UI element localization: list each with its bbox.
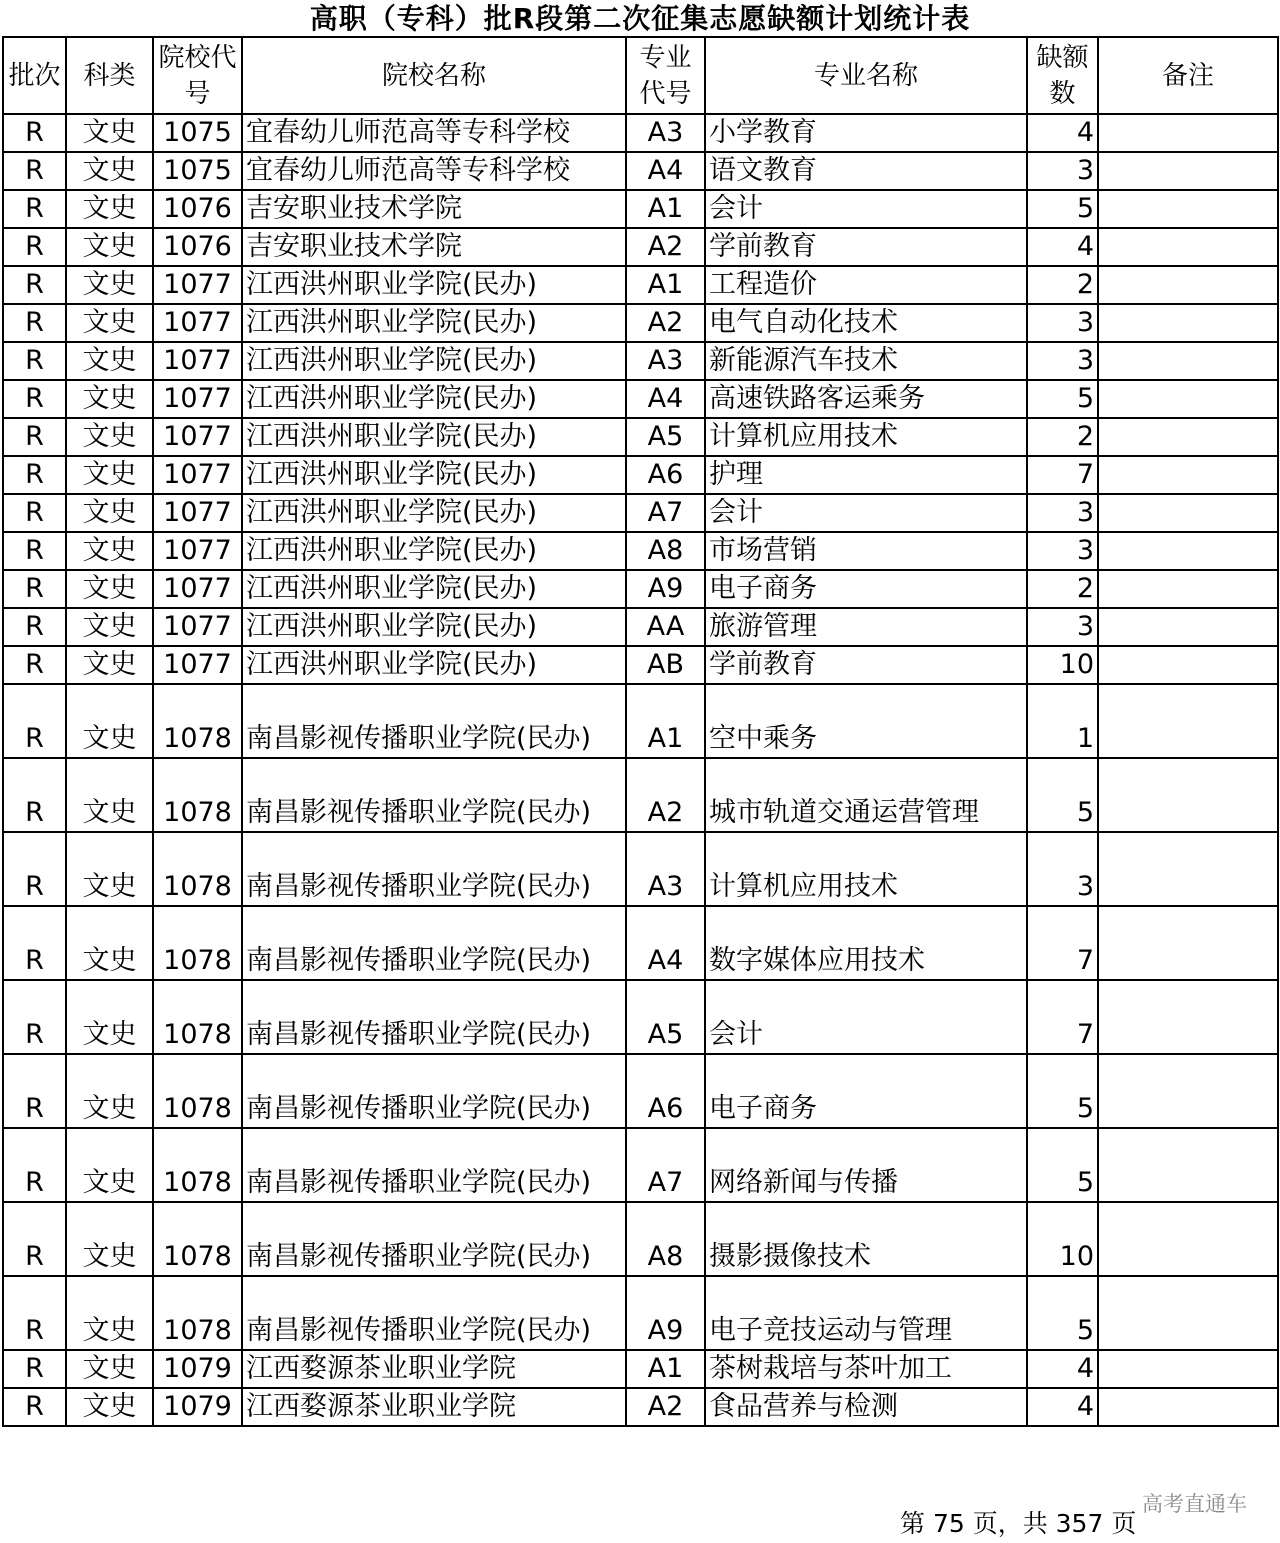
cell-school-code: 1078 [153,1276,242,1350]
cell-major-code: AA [626,608,705,646]
cell-school-name: 江西洪州职业学院(民办) [242,266,626,304]
cell-school-name: 江西洪州职业学院(民办) [242,418,626,456]
cell-vacancies: 4 [1027,1350,1098,1388]
cell-school-code: 1078 [153,684,242,758]
cell-school-name: 南昌影视传播职业学院(民办) [242,684,626,758]
cell-major-code: A8 [626,1202,705,1276]
table-row [3,190,1278,228]
cell-vacancies: 2 [1027,418,1098,456]
cell-vacancies: 4 [1027,114,1098,152]
cell-school-name: 吉安职业技术学院 [242,228,626,266]
cell-batch: R [3,1128,66,1202]
cell-school-name: 南昌影视传播职业学院(民办) [242,1276,626,1350]
cell-school-name: 南昌影视传播职业学院(民办) [242,1202,626,1276]
cell-remarks [1098,1350,1278,1388]
cell-school-code: 1078 [153,758,242,832]
cell-category: 文史 [66,1202,153,1276]
page-number: 第 75 页，共 357 页 [900,1509,1137,1538]
header-row [3,37,1278,114]
cell-major-name: 空中乘务 [705,684,1027,758]
cell-major-name: 会计 [705,980,1027,1054]
cell-category: 文史 [66,1054,153,1128]
cell-remarks [1098,266,1278,304]
cell-batch: R [3,608,66,646]
cell-batch: R [3,1054,66,1128]
cell-school-code: 1078 [153,1054,242,1128]
cell-school-code: 1077 [153,266,242,304]
cell-batch: R [3,906,66,980]
cell-school-code: 1077 [153,342,242,380]
cell-school-code: 1078 [153,832,242,906]
cell-vacancies: 5 [1027,190,1098,228]
table-row [3,684,1278,758]
cell-category: 文史 [66,1128,153,1202]
table-row [3,980,1278,1054]
cell-major-name: 语文教育 [705,152,1027,190]
cell-batch: R [3,1388,66,1426]
cell-major-code: A3 [626,342,705,380]
cell-vacancies: 5 [1027,1054,1098,1128]
header-major-name: 专业名称 [705,37,1027,114]
cell-category: 文史 [66,456,153,494]
cell-category: 文史 [66,646,153,684]
cell-major-name: 计算机应用技术 [705,832,1027,906]
cell-school-code: 1077 [153,304,242,342]
cell-major-name: 旅游管理 [705,608,1027,646]
cell-school-name: 江西洪州职业学院(民办) [242,380,626,418]
cell-remarks [1098,228,1278,266]
cell-batch: R [3,114,66,152]
cell-major-code: A2 [626,1388,705,1426]
cell-remarks [1098,114,1278,152]
cell-category: 文史 [66,1388,153,1426]
cell-category: 文史 [66,304,153,342]
cell-category: 文史 [66,190,153,228]
cell-remarks [1098,980,1278,1054]
cell-school-name: 江西洪州职业学院(民办) [242,532,626,570]
table-row [3,342,1278,380]
cell-category: 文史 [66,494,153,532]
vacancy-table [2,36,1279,1427]
cell-major-code: A3 [626,114,705,152]
cell-major-name: 学前教育 [705,646,1027,684]
cell-remarks [1098,380,1278,418]
cell-major-code: A4 [626,380,705,418]
table-row [3,380,1278,418]
cell-remarks [1098,570,1278,608]
cell-school-code: 1078 [153,906,242,980]
cell-major-code: A6 [626,456,705,494]
table-row [3,532,1278,570]
table-row [3,1276,1278,1350]
cell-major-name: 小学教育 [705,114,1027,152]
table-row [3,1128,1278,1202]
cell-school-name: 南昌影视传播职业学院(民办) [242,980,626,1054]
cell-vacancies: 3 [1027,832,1098,906]
cell-school-name: 宜春幼儿师范高等专科学校 [242,114,626,152]
table-row [3,608,1278,646]
cell-major-code: A9 [626,1276,705,1350]
cell-school-code: 1077 [153,532,242,570]
cell-major-name: 学前教育 [705,228,1027,266]
cell-category: 文史 [66,1350,153,1388]
header-major-code: 专业代号 [626,37,705,114]
cell-school-code: 1077 [153,380,242,418]
table-row [3,114,1278,152]
table-row [3,646,1278,684]
cell-remarks [1098,646,1278,684]
cell-school-code: 1078 [153,1202,242,1276]
cell-remarks [1098,684,1278,758]
cell-vacancies: 10 [1027,646,1098,684]
cell-category: 文史 [66,380,153,418]
cell-category: 文史 [66,228,153,266]
cell-major-name: 电子竞技运动与管理 [705,1276,1027,1350]
cell-school-code: 1079 [153,1388,242,1426]
cell-major-name: 市场营销 [705,532,1027,570]
cell-major-name: 会计 [705,494,1027,532]
cell-major-code: A4 [626,152,705,190]
table-row [3,1388,1278,1426]
cell-vacancies: 5 [1027,380,1098,418]
cell-school-code: 1077 [153,418,242,456]
table-row [3,418,1278,456]
cell-school-name: 江西洪州职业学院(民办) [242,608,626,646]
cell-major-name: 数字媒体应用技术 [705,906,1027,980]
cell-school-name: 江西洪州职业学院(民办) [242,646,626,684]
cell-batch: R [3,532,66,570]
cell-major-code: A5 [626,418,705,456]
cell-major-name: 城市轨道交通运营管理 [705,758,1027,832]
cell-category: 文史 [66,906,153,980]
cell-major-name: 电子商务 [705,570,1027,608]
cell-batch: R [3,570,66,608]
table-body [3,114,1278,1426]
cell-vacancies: 5 [1027,1128,1098,1202]
table-title: 高职（专科）批R段第二次征集志愿缺额计划统计表 [309,2,971,35]
cell-remarks [1098,758,1278,832]
cell-major-name: 电子商务 [705,1054,1027,1128]
cell-major-code: A1 [626,190,705,228]
table-row [3,266,1278,304]
cell-school-name: 南昌影视传播职业学院(民办) [242,758,626,832]
header-category: 科类 [66,37,153,114]
cell-school-code: 1078 [153,1128,242,1202]
cell-school-code: 1077 [153,570,242,608]
table-row [3,1054,1278,1128]
cell-major-code: A7 [626,494,705,532]
cell-batch: R [3,418,66,456]
cell-major-code: A2 [626,758,705,832]
cell-school-code: 1076 [153,190,242,228]
cell-school-code: 1075 [153,152,242,190]
cell-remarks [1098,494,1278,532]
cell-major-code: A2 [626,304,705,342]
table-row [3,758,1278,832]
table-row [3,1202,1278,1276]
cell-major-code: A2 [626,228,705,266]
cell-school-name: 江西洪州职业学院(民办) [242,494,626,532]
cell-school-code: 1075 [153,114,242,152]
cell-major-code: A8 [626,532,705,570]
cell-school-code: 1077 [153,494,242,532]
cell-vacancies: 3 [1027,304,1098,342]
table-row [3,570,1278,608]
cell-batch: R [3,456,66,494]
cell-major-code: A4 [626,906,705,980]
cell-batch: R [3,980,66,1054]
cell-batch: R [3,494,66,532]
cell-remarks [1098,418,1278,456]
cell-batch: R [3,758,66,832]
cell-major-name: 护理 [705,456,1027,494]
cell-category: 文史 [66,342,153,380]
cell-major-name: 茶树栽培与茶叶加工 [705,1350,1027,1388]
cell-major-name: 电气自动化技术 [705,304,1027,342]
cell-school-code: 1079 [153,1350,242,1388]
cell-school-name: 江西洪州职业学院(民办) [242,304,626,342]
header-school-name: 院校名称 [242,37,626,114]
cell-category: 文史 [66,832,153,906]
cell-school-code: 1077 [153,608,242,646]
cell-vacancies: 7 [1027,906,1098,980]
cell-major-code: AB [626,646,705,684]
cell-category: 文史 [66,608,153,646]
cell-remarks [1098,190,1278,228]
table-row [3,1350,1278,1388]
cell-vacancies: 4 [1027,1388,1098,1426]
cell-school-name: 南昌影视传播职业学院(民办) [242,906,626,980]
cell-batch: R [3,1350,66,1388]
cell-vacancies: 3 [1027,608,1098,646]
cell-major-name: 高速铁路客运乘务 [705,380,1027,418]
cell-category: 文史 [66,684,153,758]
cell-major-code: A1 [626,1350,705,1388]
cell-school-name: 南昌影视传播职业学院(民办) [242,1128,626,1202]
table-row [3,494,1278,532]
cell-remarks [1098,152,1278,190]
watermark: 高考直通车 [1142,1492,1247,1516]
cell-major-code: A9 [626,570,705,608]
cell-batch: R [3,646,66,684]
cell-remarks [1098,1054,1278,1128]
cell-category: 文史 [66,418,153,456]
cell-major-name: 摄影摄像技术 [705,1202,1027,1276]
header-school-code: 院校代号 [153,37,242,114]
cell-remarks [1098,1388,1278,1426]
cell-category: 文史 [66,758,153,832]
cell-category: 文史 [66,266,153,304]
cell-major-code: A1 [626,684,705,758]
cell-major-name: 会计 [705,190,1027,228]
cell-remarks [1098,456,1278,494]
cell-category: 文史 [66,980,153,1054]
cell-major-name: 新能源汽车技术 [705,342,1027,380]
cell-batch: R [3,684,66,758]
cell-category: 文史 [66,532,153,570]
cell-major-name: 网络新闻与传播 [705,1128,1027,1202]
cell-vacancies: 4 [1027,228,1098,266]
cell-vacancies: 2 [1027,570,1098,608]
header-remarks: 备注 [1098,37,1278,114]
cell-school-name: 南昌影视传播职业学院(民办) [242,832,626,906]
cell-batch: R [3,380,66,418]
cell-batch: R [3,228,66,266]
cell-batch: R [3,190,66,228]
table-row [3,906,1278,980]
cell-vacancies: 3 [1027,532,1098,570]
cell-vacancies: 5 [1027,1276,1098,1350]
cell-major-code: A6 [626,1054,705,1128]
table-row [3,456,1278,494]
table-row [3,832,1278,906]
header-vacancies: 缺额数 [1027,37,1098,114]
cell-batch: R [3,152,66,190]
cell-vacancies: 3 [1027,152,1098,190]
cell-remarks [1098,1202,1278,1276]
cell-school-code: 1077 [153,456,242,494]
cell-school-code: 1077 [153,646,242,684]
cell-major-code: A1 [626,266,705,304]
cell-vacancies: 3 [1027,494,1098,532]
cell-category: 文史 [66,114,153,152]
cell-vacancies: 1 [1027,684,1098,758]
header-batch: 批次 [3,37,66,114]
cell-major-name: 计算机应用技术 [705,418,1027,456]
cell-batch: R [3,342,66,380]
cell-school-name: 江西洪州职业学院(民办) [242,342,626,380]
cell-major-code: A7 [626,1128,705,1202]
cell-category: 文史 [66,152,153,190]
cell-remarks [1098,304,1278,342]
table-row [3,304,1278,342]
cell-remarks [1098,906,1278,980]
table-row [3,228,1278,266]
cell-remarks [1098,1128,1278,1202]
cell-major-code: A5 [626,980,705,1054]
table-row [3,152,1278,190]
cell-category: 文史 [66,570,153,608]
cell-school-name: 江西婺源茶业职业学院 [242,1350,626,1388]
cell-school-name: 江西洪州职业学院(民办) [242,456,626,494]
cell-remarks [1098,1276,1278,1350]
cell-batch: R [3,304,66,342]
cell-school-name: 吉安职业技术学院 [242,190,626,228]
cell-major-code: A3 [626,832,705,906]
cell-vacancies: 7 [1027,456,1098,494]
cell-school-name: 江西婺源茶业职业学院 [242,1388,626,1426]
cell-remarks [1098,832,1278,906]
cell-major-name: 食品营养与检测 [705,1388,1027,1426]
cell-vacancies: 7 [1027,980,1098,1054]
cell-school-name: 南昌影视传播职业学院(民办) [242,1054,626,1128]
cell-vacancies: 3 [1027,342,1098,380]
cell-batch: R [3,832,66,906]
cell-remarks [1098,532,1278,570]
cell-vacancies: 5 [1027,758,1098,832]
cell-school-code: 1076 [153,228,242,266]
cell-school-code: 1078 [153,980,242,1054]
cell-batch: R [3,1276,66,1350]
cell-major-name: 工程造价 [705,266,1027,304]
cell-school-name: 江西洪州职业学院(民办) [242,570,626,608]
cell-remarks [1098,342,1278,380]
cell-vacancies: 10 [1027,1202,1098,1276]
cell-batch: R [3,266,66,304]
cell-category: 文史 [66,1276,153,1350]
cell-school-name: 宜春幼儿师范高等专科学校 [242,152,626,190]
cell-batch: R [3,1202,66,1276]
cell-vacancies: 2 [1027,266,1098,304]
cell-remarks [1098,608,1278,646]
